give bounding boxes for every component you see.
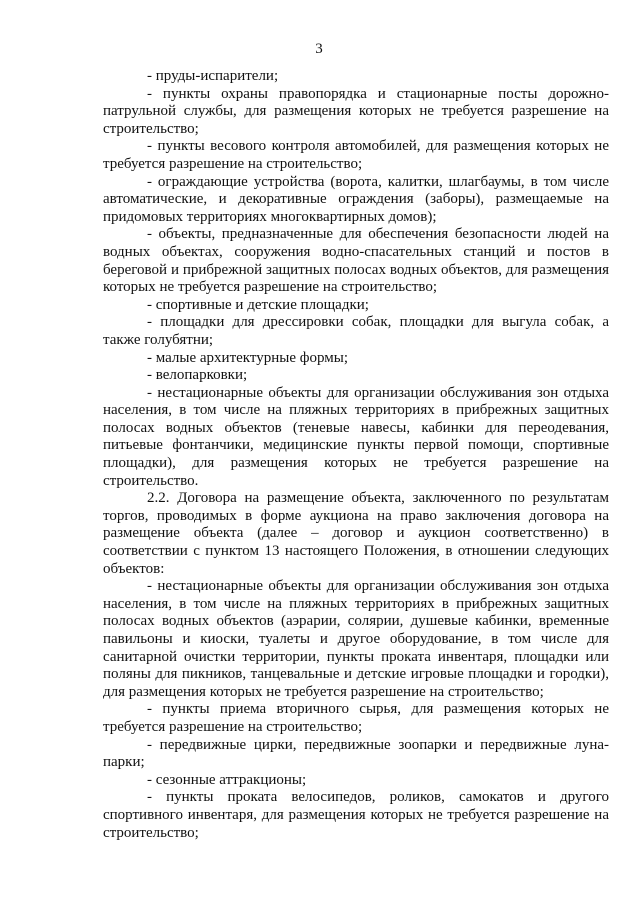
list-item-dog-areas: - площадки для дрессировки собак, площадки для выгула собак, а также голубятни; <box>103 314 609 348</box>
list-item-small-architecture: - малые архитектурные формы; <box>147 349 348 366</box>
list-item-ponds: - пруды-испарители; <box>147 68 279 84</box>
list-item-water-safety: - объекты, предназначенные для обеспечения безопасности людей на водных объектах, сооружения водно-спасательных станций и постов в береговой и прибрежной защитных полосах водных объектов, для размещения которых не требуется разрешение на строительство; <box>103 226 609 296</box>
document-body <box>103 68 609 842</box>
list-item-fencing: - ограждающие устройства (ворота, калитки, шлагбаумы, в том числе автоматические, и декоративные ограждения (заборы), размещаемые на придомовых территориях многоквартирных домов); <box>103 173 609 225</box>
list-item-mobile-circuses: - передвижные цирки, передвижные зоопарки и передвижные луна-парки; <box>103 736 609 771</box>
list-item-recycling-points: - пункты приема вторичного сырья, для размещения которых не требуется разрешение на строительство; <box>103 701 609 735</box>
list-item-seasonal-attractions: - сезонные аттракционы; <box>147 771 307 788</box>
list-item-recreation-objects: - нестационарные объекты для организации обслуживания зон отдыха населения, в том числе на пляжных территориях в прибрежных защитных полосах водных объектов (теневые навесы, кабинки для переодевания, питьевые фонтанчики, медицинские пункты первой помощи, спортивные площадки), для размещения которых не требуется разрешение на строительство. <box>103 384 609 489</box>
list-item-playgrounds: - спортивные и детские площадки; <box>147 296 369 313</box>
list-item-beach-objects: - нестационарные объекты для организации обслуживания зон отдыха населения, в том числе на пляжных территориях в прибрежных защитных полосах водных объектов (аэрарии, солярии, душевые кабинки, временные павильоны и киоски, туалеты и другое оборудование, в том числе для санитарной очистки территории, пункты проката инвентаря, площадки или поляны для пикников, танцевальные и детские игровые площадки и городки), для размещения которых не требуется разрешение на строительство; <box>103 578 609 700</box>
page-number: 3 <box>315 41 323 57</box>
list-item-weight-control: - пункты весового контроля автомобилей, для размещения которых не требуется разрешение на строительство; <box>103 138 609 172</box>
list-item-rental-points: - пункты проката велосипедов, роликов, самокатов и другого спортивного инвентаря, для размещения которых не требуется разрешение на строительство; <box>103 789 609 841</box>
list-item-police-posts: - пункты охраны правопорядка и стационарные посты дорожно-патрульной службы, для размещения которых не требуется разрешение на строительство; <box>103 85 609 137</box>
list-item-bike-parking: - велопарковки; <box>147 367 248 384</box>
section-2-2-paragraph: 2.2. Договора на размещение объекта, заключенного по результатам торгов, проводимых в форме аукциона на право заключения договора на размещение объекта (далее – договор и аукцион соответственно) в соответствии с пунктом 13 настоящего Положения, в отношении следующих объектов: <box>103 490 609 577</box>
